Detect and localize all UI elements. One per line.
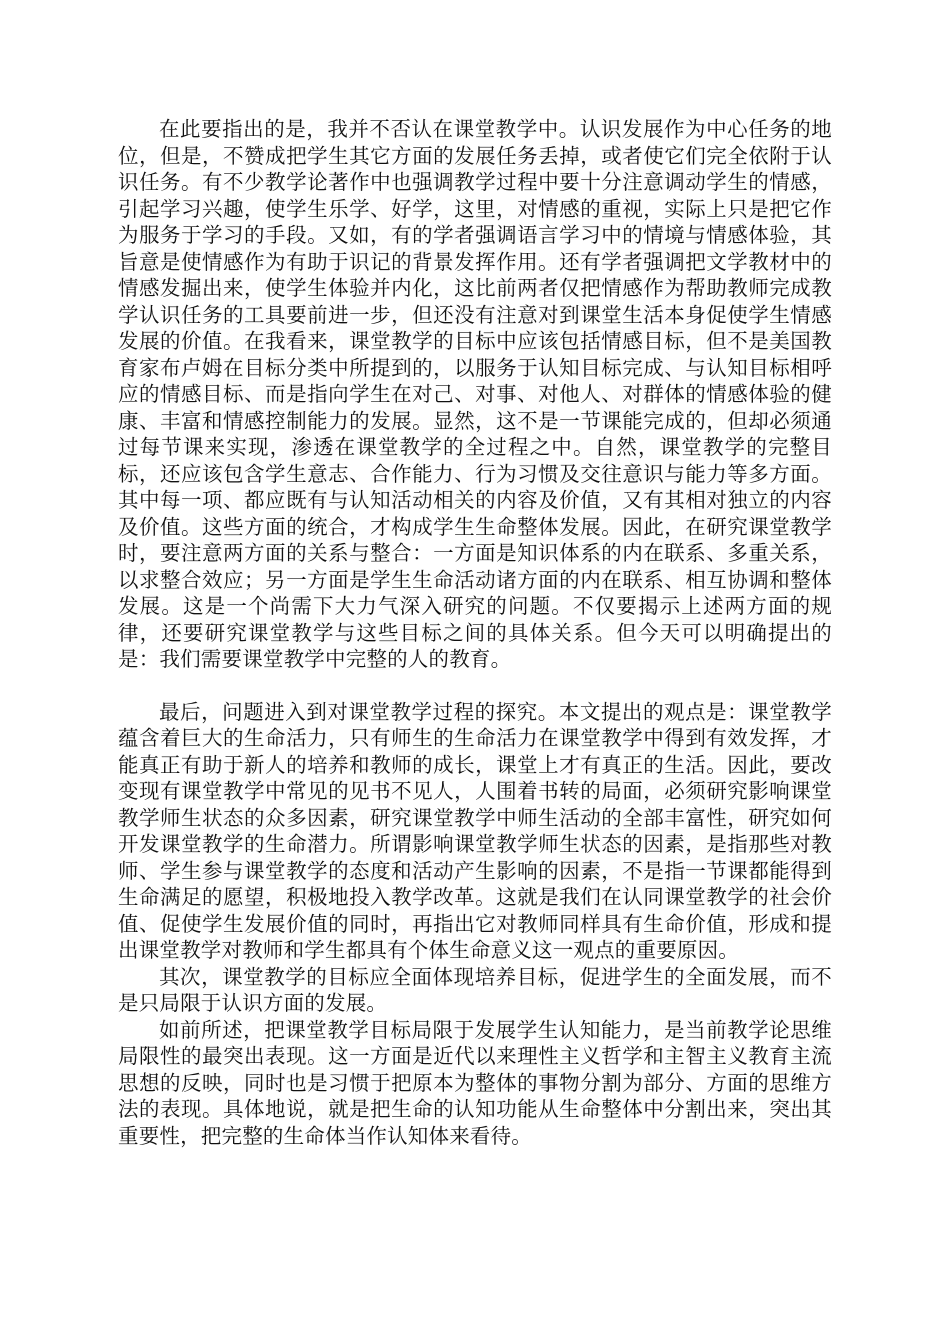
- document-body: [118, 116, 832, 1149]
- paragraph: 在此要指出的是，我并不否认在课堂教学中。认识发展作为中心任务的地位，但是，不赞成把学生其它方面的发展任务丢掉，或者使它们完全依附于认识任务。有不少教学论著作中也强调教学过程中要十分注意调动学生的情感，引起学习兴趣，使学生乐学、好学，这里，对情感的重视，实际上只是把它作为服务于学习的手段。又如，有的学者强调语言学习中的情境与情感体验，其旨意是使情感作为有助于识记的背景发挥作用。还有学者强调把文学教材中的情感发掘出来，使学生体验并内化，这比前两者仅把情感作为帮助教师完成教学认识任务的工具要前进一步，但还没有注意对到课堂生活本身促使学生情感发展的价值。在我看来，课堂教学的目标中应该包括情感目标，但不是美国教育家布卢姆在目标分类中所提到的，以服务于认知目标完成、与认知目标相呼应的情感目标、而是指向学生在对己、对事、对他人、对群体的情感体验的健康、丰富和情感控制能力的发展。显然，这不是一节课能完成的，但却必须通过每节课来实现，渗透在课堂教学的全过程之中。自然，课堂教学的完整目标，还应该包含学生意志、合作能力、行为习惯及交往意识与能力等多方面。其中每一项、都应既有与认知活动相关的内容及价值，又有其相对独立的内容及价值。这些方面的统合，才构成学生生命整体发展。因此，在研究课堂教学时，要注意两方面的关系与整合：一方面是知识体系的内在联系、多重关系，以求整合效应；另一方面是学生生命活动诸方面的内在联系、相互协调和整体发展。这是一个尚需下大力气深入研究的问题。不仅要揭示上述两方面的规律，还要研究课堂教学与这些目标之间的具体关系。但今天可以明确提出的是：我们需要课堂教学中完整的人的教育。: [118, 117, 832, 671]
- paragraph: 最后，问题进入到对课堂教学过程的探究。本文提出的观点是：课堂教学蕴含着巨大的生命活力，只有师生的生命活力在课堂教学中得到有效发挥，才能真正有助于新人的培养和教师的成长，课堂上才有真正的生活。因此，要改变现有课堂教学中常见的见书不见人，人围着书转的局面，必须研究影响课堂教学师生状态的众多因素，研究课堂教学中师生活动的全部丰富性，研究如何开发课堂教学的生命潜力。所谓影响课堂教学师生状态的因素，是指那些对教师、学生参与课堂教学的态度和活动产生影响的因素，不是指一节课都能得到生命满足的愿望，积极地投入教学改革。这就是我们在认同课堂教学的社会价值、促使学生发展价值的同时，再指出它对教师同样具有生命价值，形成和提出课堂教学对教师和学生都具有个体生命意义这一观点的重要原因。: [118, 699, 832, 962]
- paragraph: 如前所述，把课堂教学目标局限于发展学生认知能力，是当前教学论思维局限性的最突出表现。这一方面是近代以来理性主义哲学和主智主义教育主流思想的反映，同时也是习惯于把原本为整体的事物分割为部分、方面的思维方法的表现。具体地说，就是把生命的认知功能从生命整体中分割出来，突出其重要性，把完整的生命体当作认知体来看待。: [118, 1017, 832, 1148]
- paragraph: 其次，课堂教学的目标应全面体现培养目标，促进学生的全面发展，而不是只局限于认识方面的发展。: [118, 964, 832, 1015]
- paragraph-spacer: [118, 673, 832, 699]
